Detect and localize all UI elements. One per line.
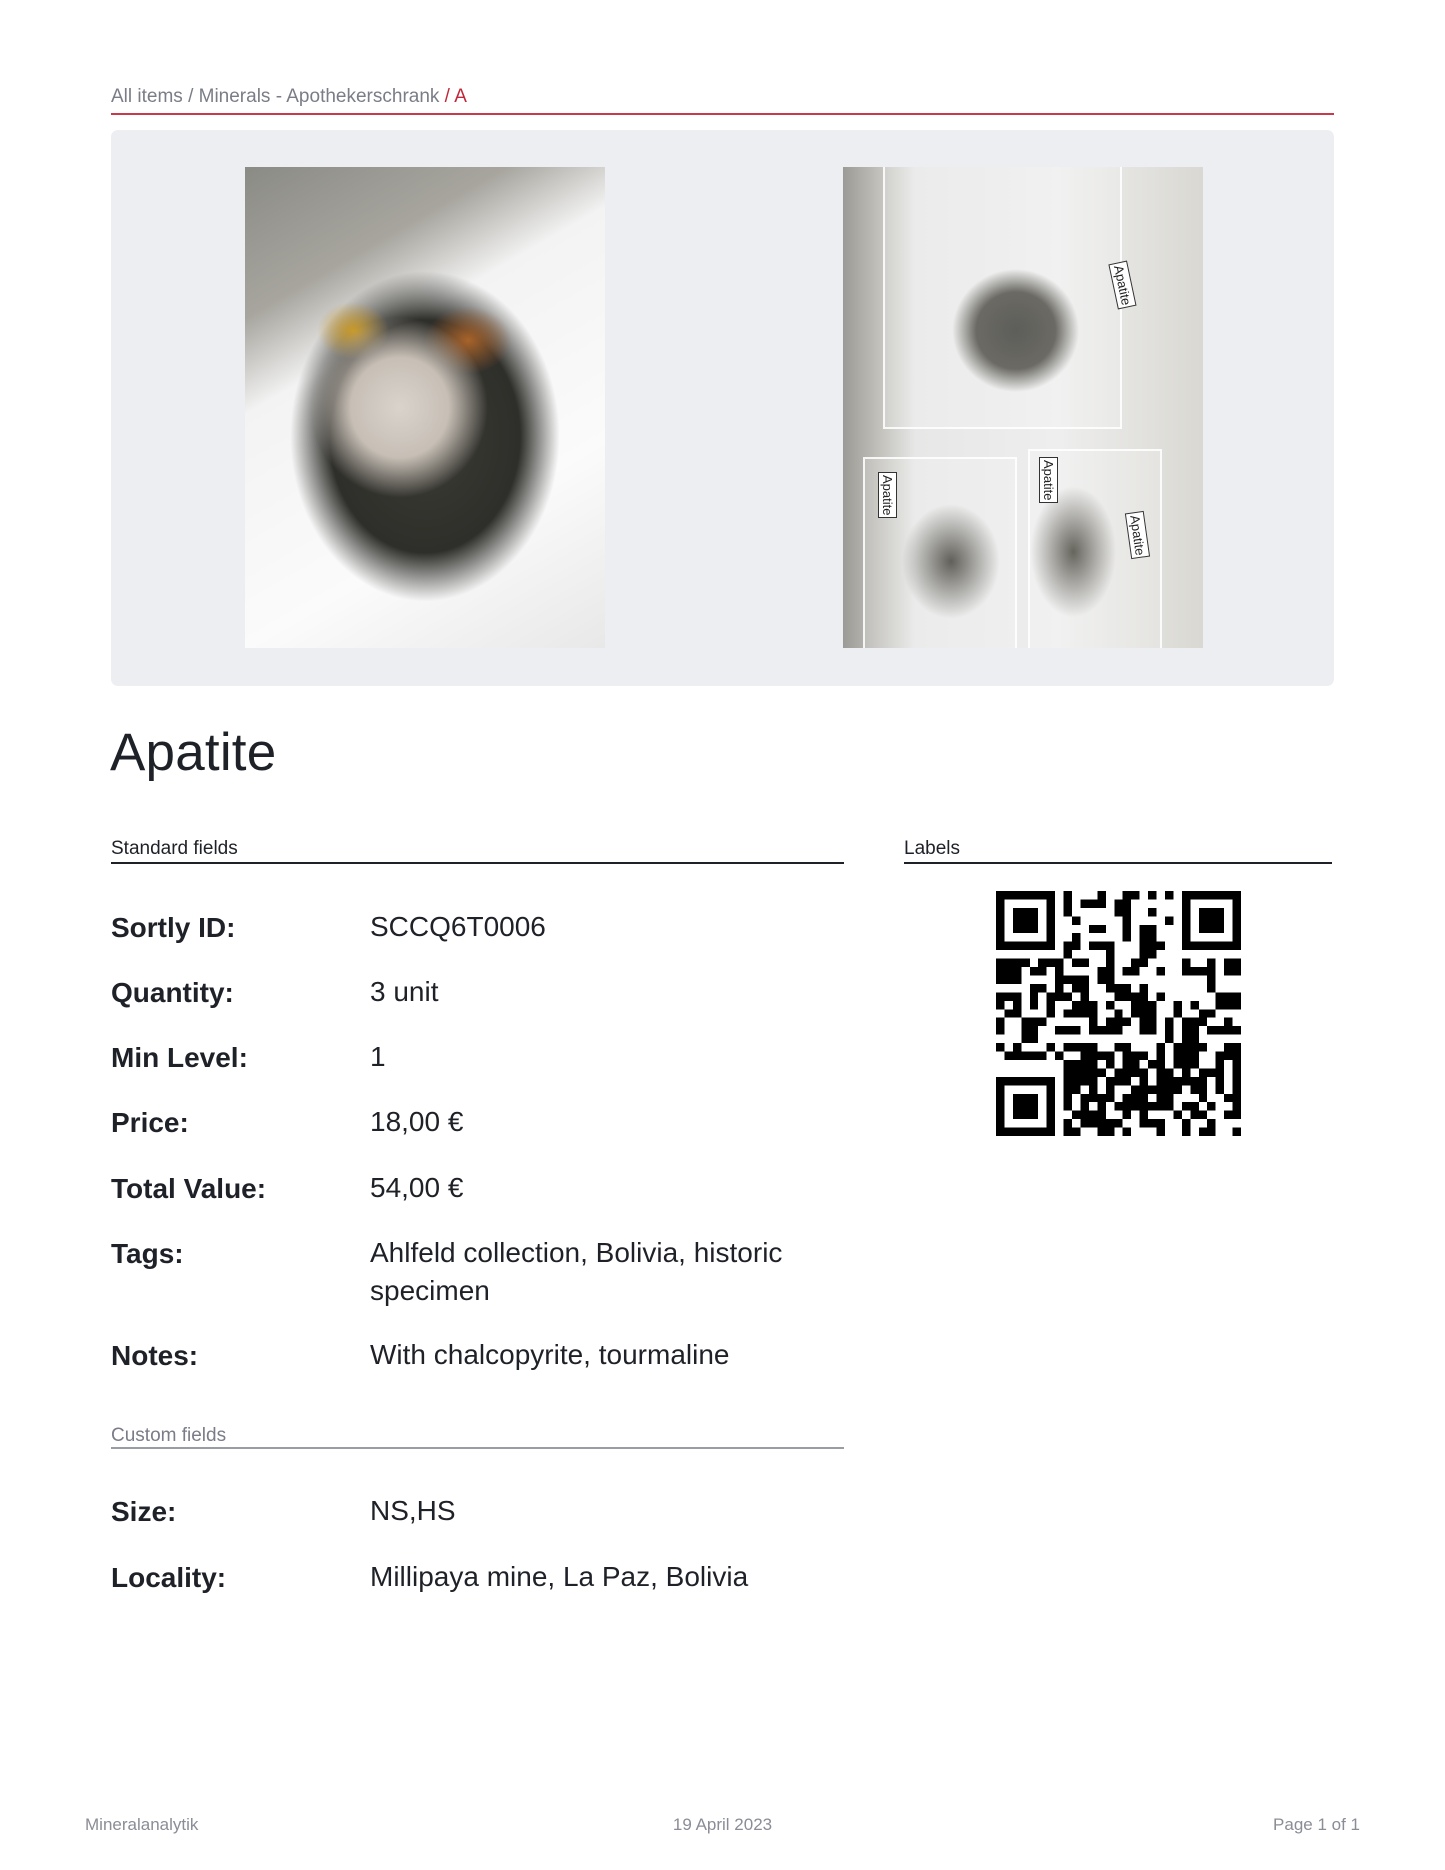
field-label-total-value: Total Value: [111, 1173, 267, 1204]
field-label-sortly-id: Sortly ID: [111, 912, 236, 943]
specimen-photo-2[interactable] [843, 167, 1203, 648]
specimen-label: Apatite [1125, 511, 1150, 560]
field-label-min-level: Min Level: [111, 1042, 248, 1073]
photo-gallery [111, 130, 1334, 686]
field-value-min-level: 1 [370, 1041, 386, 1072]
field-value-tags: Ahlfeld collection, Bolivia, historic specimen [370, 1237, 783, 1306]
footer-date: 19 April 2023 [672, 1815, 773, 1834]
standard-fields-divider [111, 862, 844, 864]
specimen-photo-1[interactable] [245, 167, 605, 648]
breadcrumb-divider [111, 113, 1334, 115]
field-value-locality: Millipaya mine, La Paz, Bolivia [370, 1561, 749, 1592]
labels-divider [904, 862, 1332, 864]
standard-fields-heading: Standard fields [111, 838, 238, 859]
field-value-notes: With chalcopyrite, tourmaline [370, 1339, 730, 1370]
specimen-label: Apatite [1108, 261, 1136, 310]
item-title: Apatite [110, 723, 277, 782]
field-label-locality: Locality: [111, 1562, 227, 1593]
breadcrumb-current: A [454, 86, 467, 107]
qr-code-graphic [996, 891, 1241, 1136]
field-value-quantity: 3 unit [370, 976, 439, 1007]
field-value-size: NS,HS [370, 1495, 456, 1526]
field-label-quantity: Quantity: [111, 977, 234, 1008]
labels-heading: Labels [904, 838, 960, 859]
field-value-price: 18,00 € [370, 1106, 464, 1137]
field-label-price: Price: [111, 1107, 189, 1138]
field-label-tags: Tags: [111, 1238, 184, 1269]
custom-fields-heading: Custom fields [111, 1425, 227, 1446]
breadcrumb-separator: / [439, 86, 455, 107]
breadcrumb [111, 86, 467, 108]
footer-company: Mineralanalytik [85, 1815, 199, 1834]
field-value-total-value: 54,00 € [370, 1172, 464, 1203]
field-label-size: Size: [111, 1496, 177, 1527]
custom-fields-divider [111, 1447, 844, 1449]
field-label-notes: Notes: [111, 1340, 199, 1371]
specimen-box [883, 167, 1122, 429]
breadcrumb-path[interactable]: All items / Minerals - Apothekerschrank [111, 86, 440, 107]
qr-code-icon[interactable] [996, 891, 1241, 1136]
specimen-label: Apatite [878, 472, 897, 518]
specimen-label: Apatite [1039, 457, 1058, 503]
footer-page-number: Page 1 of 1 [1273, 1815, 1360, 1834]
field-value-sortly-id: SCCQ6T0006 [370, 911, 546, 942]
